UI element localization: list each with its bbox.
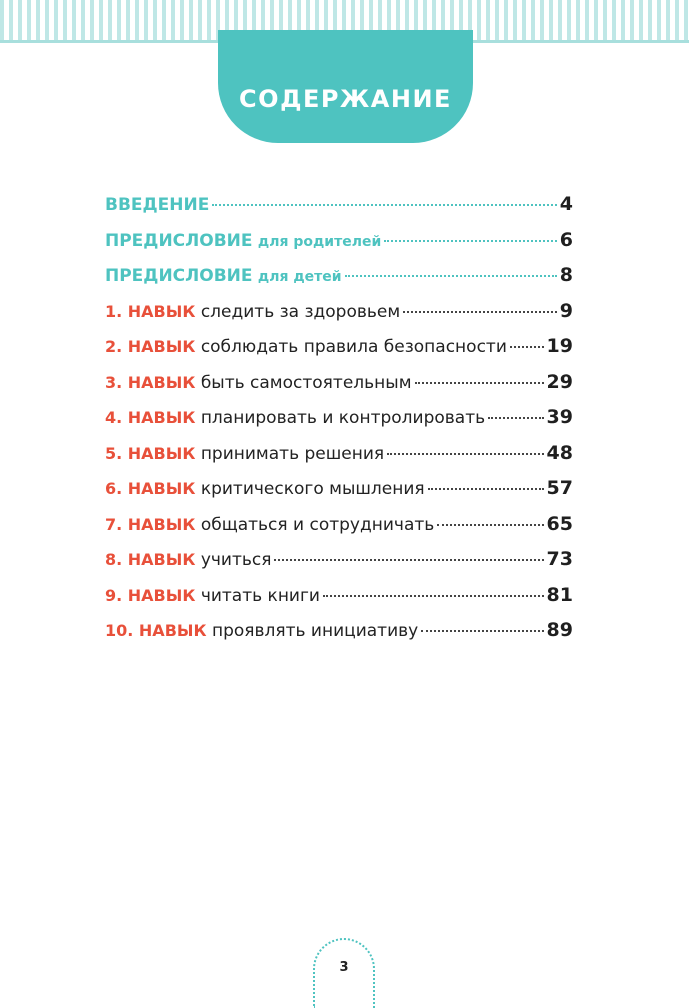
table-of-contents	[105, 193, 573, 655]
toc-entry-subtitle: быть самостоятельным	[200, 372, 412, 393]
toc-entry-subtitle: соблюдать правила безопасности	[200, 337, 507, 357]
toc-entry-subtitle: критического мышления	[200, 479, 425, 499]
page-number-tab	[313, 938, 375, 1008]
toc-leader-dots	[387, 453, 543, 455]
toc-entry-title: 8. НАВЫК	[105, 550, 196, 569]
toc-leader-dots	[437, 524, 543, 526]
toc-leader-dots	[323, 595, 544, 597]
title-tab	[218, 30, 473, 143]
page-number: 3	[339, 960, 349, 975]
toc-entry-skill-9[interactable]	[105, 584, 573, 620]
toc-entry-skill-1[interactable]	[105, 300, 573, 336]
toc-leader-dots	[384, 240, 556, 242]
toc-leader-dots	[274, 559, 543, 561]
toc-leader-dots	[403, 311, 557, 313]
toc-page-number: 57	[546, 477, 573, 499]
toc-page-number: 73	[546, 548, 573, 570]
toc-entry-preface-children[interactable]	[105, 264, 573, 300]
toc-entry-skill-7[interactable]	[105, 513, 573, 549]
toc-entry-title: 4. НАВЫК	[105, 408, 196, 427]
toc-leader-dots	[488, 417, 543, 419]
toc-entry-subtitle: для детей	[257, 269, 342, 285]
toc-entry-skill-3[interactable]	[105, 371, 573, 407]
toc-leader-dots	[510, 346, 544, 348]
toc-page-number: 6	[559, 228, 573, 251]
toc-entry-subtitle: следить за здоровьем	[200, 301, 401, 322]
toc-entry-skill-6[interactable]	[105, 477, 573, 513]
toc-entry-skill-5[interactable]	[105, 442, 573, 478]
toc-entry-skill-4[interactable]	[105, 406, 573, 442]
toc-entry-title: ВВЕДЕНИЕ	[105, 195, 210, 215]
toc-entry-title: 7. НАВЫК	[105, 514, 196, 534]
toc-entry-skill-2[interactable]	[105, 335, 573, 371]
toc-entry-subtitle: планировать и контролировать	[200, 408, 486, 428]
toc-entry-subtitle: читать книги	[200, 585, 320, 606]
toc-entry-subtitle: общаться и сотрудничать	[200, 514, 435, 535]
toc-page-number: 89	[546, 619, 573, 641]
toc-entry-title: ПРЕДИСЛОВИЕ	[105, 230, 253, 251]
toc-entry-subtitle: принимать решения	[200, 443, 385, 464]
toc-entry-subtitle: для родителей	[257, 233, 382, 250]
toc-leader-dots	[212, 204, 556, 206]
toc-leader-dots	[345, 275, 557, 277]
toc-entry-title: 3. НАВЫК	[105, 372, 196, 392]
toc-entry-skill-10[interactable]	[105, 619, 573, 655]
page-title: СОДЕРЖАНИЕ	[239, 84, 452, 113]
toc-entry-skill-8[interactable]	[105, 548, 573, 584]
toc-page-number: 9	[559, 299, 573, 322]
toc-entry-preface-parents[interactable]	[105, 229, 573, 265]
toc-entry-introduction[interactable]	[105, 193, 573, 229]
toc-page-number: 8	[559, 264, 573, 286]
toc-entry-title: 9. НАВЫК	[105, 585, 196, 605]
toc-page-number: 29	[546, 370, 573, 393]
toc-leader-dots	[428, 488, 544, 490]
toc-page-number: 48	[546, 441, 573, 464]
toc-entry-subtitle: учиться	[200, 550, 272, 570]
toc-entry-title: 5. НАВЫК	[105, 443, 196, 463]
toc-page-number: 65	[546, 512, 573, 535]
toc-page-number: 39	[546, 406, 573, 428]
toc-leader-dots	[421, 630, 543, 632]
toc-page-number: 19	[546, 335, 573, 357]
toc-entry-subtitle: проявлять инициативу	[211, 621, 419, 641]
toc-entry-title: ПРЕДИСЛОВИЕ	[105, 266, 253, 286]
toc-entry-title: 10. НАВЫК	[105, 621, 207, 640]
toc-leader-dots	[415, 382, 544, 384]
toc-page-number: 4	[559, 193, 573, 215]
toc-page-number: 81	[546, 583, 573, 606]
toc-entry-title: 6. НАВЫК	[105, 479, 196, 498]
toc-entry-title: 1. НАВЫК	[105, 301, 196, 321]
toc-entry-title: 2. НАВЫК	[105, 337, 196, 356]
